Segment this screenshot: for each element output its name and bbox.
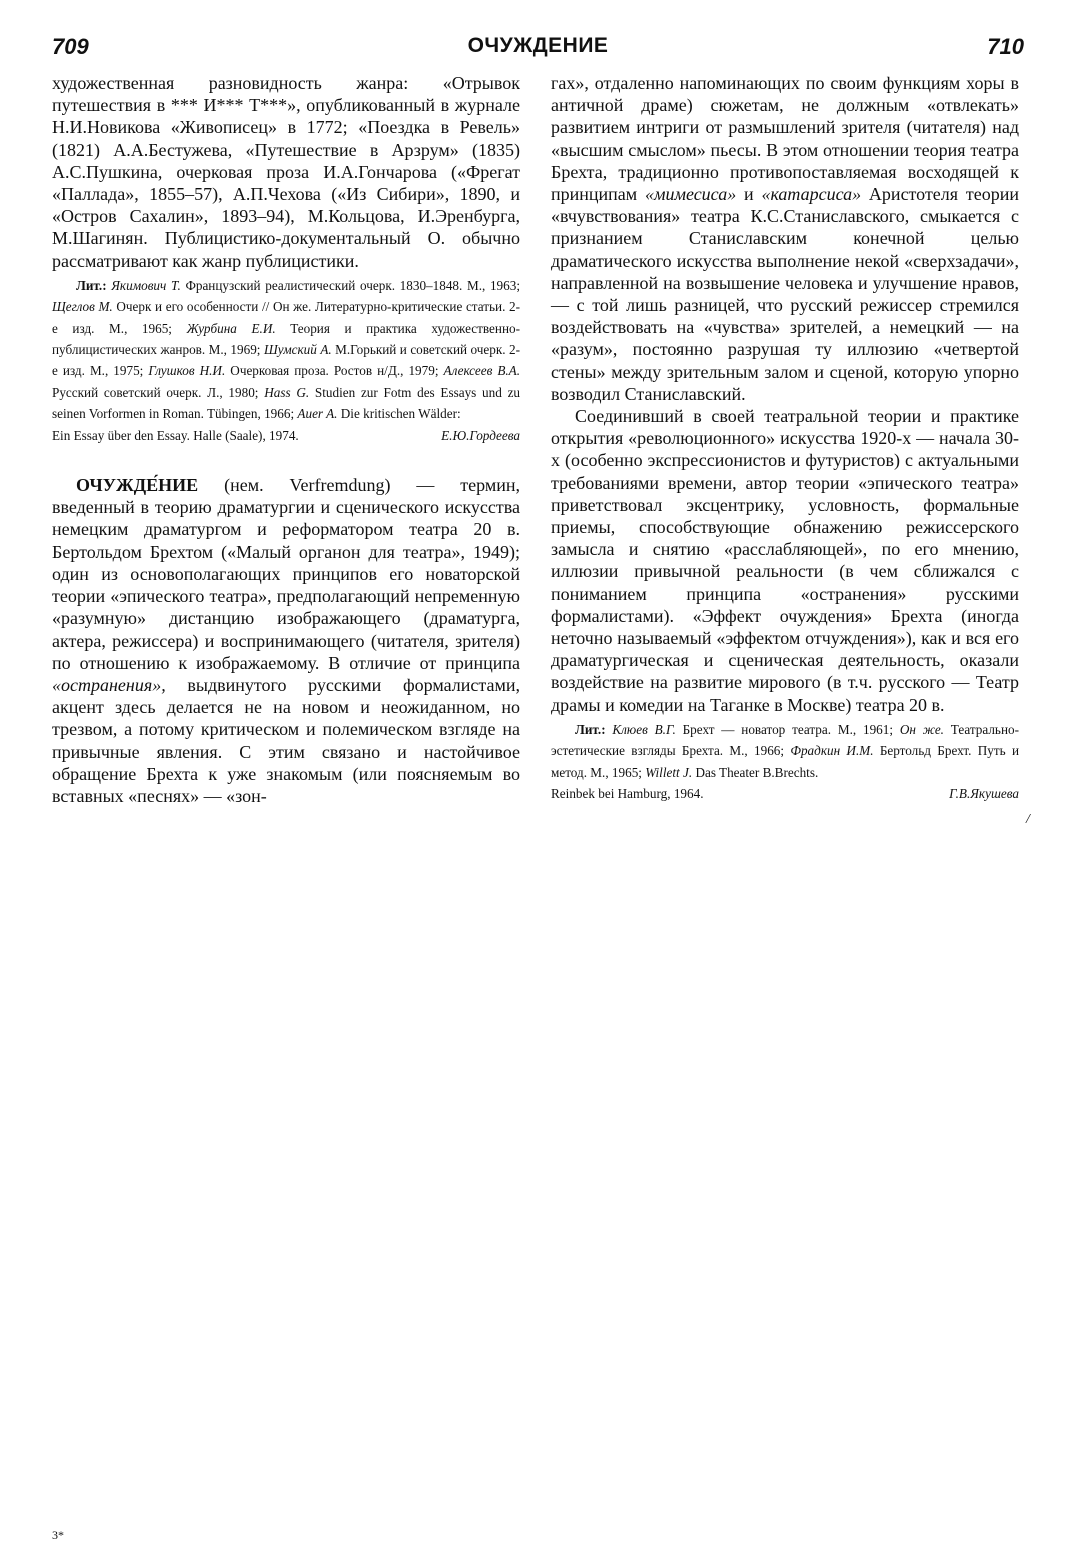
reference-text: Брехт — новатор театра. М., 1961; <box>682 721 894 737</box>
italic-term: «мимесиса» <box>644 184 737 205</box>
reference-text: М.Горький и советский очерк. 2-е изд. М., 1975; <box>52 342 521 379</box>
author-signature: Е.Ю.Гордеева <box>441 427 520 443</box>
reference-author: Журбина Е.И. <box>186 320 276 336</box>
reference-text: Ein Essay über den Essay. Halle (Saale), 1974. <box>52 427 299 443</box>
reference-author: Якимович Т. <box>111 277 181 293</box>
reference-author: Щеглов М. <box>52 299 113 315</box>
page-number-left: 709 <box>52 34 89 59</box>
references-block <box>52 275 520 446</box>
entry-italic-term: «остранения», <box>52 674 166 695</box>
reference-text: Французский реалистический очерк. 1830–1848. М., 1963; <box>185 277 520 293</box>
references-label: Лит.: <box>76 277 107 293</box>
reference-text: Теория и практика художественно-публицистических жанров. М., 1969; <box>52 320 521 358</box>
page-header <box>52 32 1024 66</box>
entry-paragraph <box>52 474 520 807</box>
reference-author: Глушков Н.И. <box>148 363 226 379</box>
paragraph-continuation: художественная разновидность жанра: «Отрывок путешествия в *** И*** Т***», опубликованный в журнале Н.И.Новикова «Живописец» в 1772; «Поездка в Ревель» (1821) А.А.Бестужева, «Путешествие в Арзрум» (1835) А.С.Пушкина, очерковая проза И.А.Гончарова («Фрегат «Паллада», 1855–57), А.П.Чехова («Из Сибири», 1890, и «Остров Сахалин», 1893–94), М.Кольцова, И.Эренбурга, М.Шагинян. Публицистико-документальный О. обычно рассматривают как жанр публицистики. <box>52 73 520 271</box>
reference-text: Очерк и его особенности // Он же. Литературно-критические статьи. 2-е изд. М., 1965; <box>52 299 521 336</box>
left-column <box>52 72 520 807</box>
text-part: Аристотеля теории «вчувствования» театра К.С.Станиславского, смыкается с признанием Станиславским конечной целью драматического искусства выполнение некой «сверхзадачи», направленной на возвышение человека и улучшение нравов, — с той лишь разницей, что русский режиссер стремился воздействовать на «чувства» зрителей, а немецкий — на «разум», постоянно разрушая ту иллюзию «четвертой стены» между зрительным залом и сценой, которую упорно возводил Станиславский. <box>551 184 1019 404</box>
reference-author: Hass G. <box>264 384 310 400</box>
reference-author: Willett J. <box>645 764 693 780</box>
page-number-right: 710 <box>987 34 1024 59</box>
reference-text: Бертольд Брехт. Путь и метод. М., 1965; <box>551 743 1020 780</box>
text-part: гах», отдаленно напоминающих по своим функциям хоры в античной драме) сюжетам, не должным «отвлекать» развитием интриги от размышлений зрителя (читателя) над «высшим смыслом» пьесы. В этом отношении теория театра Брехта, традиционно противопоставляемая восходящей к принципам <box>551 73 1019 205</box>
reference-author: Он же. <box>899 721 944 737</box>
reference-author: Алексеев В.А. <box>443 363 521 379</box>
references-label: Лит.: <box>575 721 606 737</box>
text-part: и <box>736 184 762 205</box>
reference-text: Очерковая проза. Ростов н/Д., 1979; <box>230 363 439 379</box>
reference-author: Фрадкин И.М. <box>790 743 874 759</box>
running-title: ОЧУЖДЕНИЕ <box>467 34 609 57</box>
reference-author: Auer A. <box>297 406 338 422</box>
entry-text-part: (нем. Verfremdung) — термин, введенный в теорию драматургии и сценического искусства немецким драматургом и реформатором театра 20 в. Бертольдом Брехтом («Малый органон для театра», 1949); один из основополагающих принципов его новаторской теории «эпического театра», предполагающий непременную «разумную» дистанцию изображающего (драматурга, актера, режиссера) и воспринимающего (читателя, зрителя) по отношению к изображаемому. В отличие от принципа <box>52 475 520 673</box>
entry-text-part: выдвинутого русскими формалистами, акцент здесь делается не на новом и неожиданном, но трезвом, а потому критическом и полемическом взгляде на привычные явления. С этим связано и настойчивое обращение Брехта к уже знакомым (или поясняемым во вставных «песнях» — «зон- <box>52 674 520 806</box>
entry-headword: ОЧУЖДЕ́НИЕ <box>76 475 199 496</box>
reference-tail <box>52 425 520 446</box>
italic-term: «катарсиса» <box>761 184 862 205</box>
signature-mark: 3* <box>52 1528 64 1542</box>
paragraph: Соединивший в своей театральной теории и практике открытия «революционного» искусства 1920-х — начала 30-х (особенно экспрессионистов и футуристов) с актуальными требованиями времени, автор теории «эпического театра» приветствовал эксцентрику, условность, формальные приемы, способствующие обнажению режиссерского замысла и снятию «расслабляющей», по его мнению, иллюзии привычной реальности (в чем сближался с пониманием принципа «остранения» русскими формалистами). «Эффект очуждения» Брехта (иногда неточно называемый «эффектом отчуждения»), как и вся его драматургическая и сценическая деятельность, оказали воздействие на развитие мирового (в т.ч. русского — Театр драмы и комедии на Таганке в Москве) театра 20 в. <box>551 406 1019 715</box>
author-signature: Г.В.Якушева <box>949 786 1019 802</box>
reference-author: Шумский А. <box>263 342 332 358</box>
paragraph-continuation <box>551 72 1019 405</box>
reference-text: Studien zur Fotm des Essays und zu seinen Vorformen in Roman. Tübingen, 1966; <box>52 384 521 422</box>
reference-tail <box>551 783 1019 804</box>
reference-text: Die kritischen Wälder: <box>340 406 461 422</box>
margin-mark: / <box>1026 812 1030 827</box>
reference-author: Клюев В.Г. <box>612 721 676 737</box>
reference-text: Das Theater B.Brechts. <box>695 764 819 780</box>
references-block <box>551 719 1019 805</box>
reference-text: Русский советский очерк. Л., 1980; <box>52 384 259 400</box>
reference-text: Reinbek bei Hamburg, 1964. <box>551 786 704 802</box>
reference-text: Театрально-эстетические взгляды Брехта. М., 1966; <box>551 721 1019 759</box>
right-column <box>551 72 1019 805</box>
